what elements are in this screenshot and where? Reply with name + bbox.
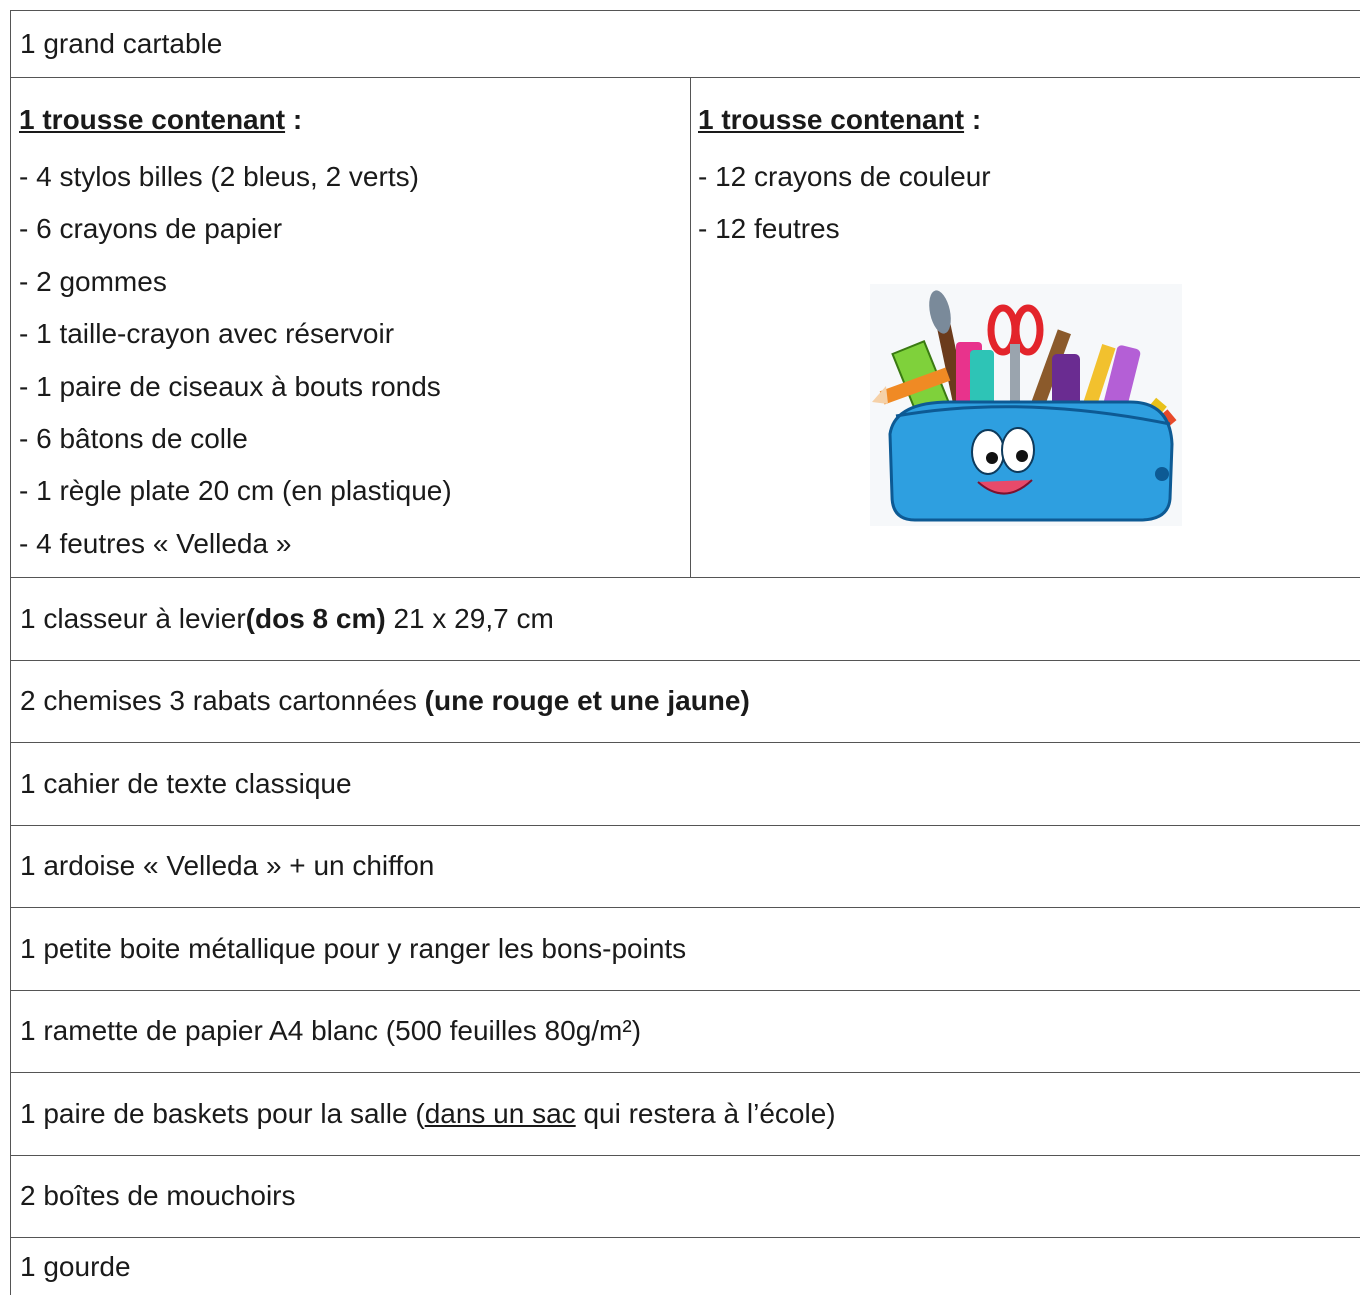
row-mouchoirs [11, 1156, 1360, 1239]
row-text-bold: (dos 8 cm) [245, 602, 386, 634]
list-item: - 1 paire de ciseaux à bouts ronds [19, 370, 441, 402]
row-text: 1 petite boite métallique pour y ranger les bons-points [20, 932, 687, 964]
pouch-right-cell [691, 78, 1360, 577]
row-text: 1 gourde [20, 1250, 131, 1282]
row-boite [11, 908, 1360, 991]
row-text: 1 classeur à levier [20, 602, 246, 634]
pouch-left-cell [11, 78, 691, 577]
list-item: - 4 stylos billes (2 bleus, 2 verts) [19, 161, 419, 192]
supply-list-table [10, 10, 1360, 1295]
pencil-case-illustration-icon [870, 284, 1182, 526]
row-baskets [11, 1073, 1360, 1156]
list-item: - 6 crayons de papier [19, 213, 283, 245]
row-text: 1 cahier de texte classique [20, 767, 352, 799]
list-item: - 1 taille-crayon avec réservoir [19, 318, 395, 350]
row-text: 1 ardoise « Velleda » + un chiffon [20, 850, 435, 882]
row-text: 2 chemises 3 rabats cartonnées [20, 685, 425, 717]
row-chemises [11, 661, 1360, 744]
list-item: - 1 règle plate 20 cm (en plastique) [19, 475, 452, 507]
row-ardoise [11, 826, 1360, 909]
row-text-bold: (une rouge et une jaune) [424, 685, 750, 717]
row-ramette [11, 991, 1360, 1074]
pouch-left-heading: 1 trousse contenant : [19, 104, 303, 135]
row-text: qui restera à l’école) [575, 1097, 836, 1129]
pouch-right-heading: 1 trousse contenant : [698, 104, 982, 135]
row-text: 1 paire de baskets pour la salle ( [20, 1097, 425, 1129]
list-item: - 2 gommes [19, 265, 167, 297]
row-text: 1 ramette de papier A4 blanc (500 feuilles 80g/m²) [20, 1015, 642, 1047]
list-item: - 6 bâtons de colle [19, 422, 248, 454]
row-text-underlined: dans un sac [424, 1097, 576, 1129]
list-item: - 12 feutres [698, 213, 840, 245]
row-text: 2 boîtes de mouchoirs [20, 1180, 296, 1212]
row-text: 21 x 29,7 cm [385, 602, 554, 634]
row-cahier [11, 743, 1360, 826]
row-text: 1 grand cartable [20, 28, 223, 59]
list-item: - 12 crayons de couleur [698, 161, 991, 192]
list-item: - 4 feutres « Velleda » [19, 527, 292, 559]
row-classeur [11, 578, 1360, 661]
pouch-split-row [11, 78, 1360, 578]
row-gourde [11, 1238, 1360, 1295]
row-cartable [11, 11, 1360, 78]
